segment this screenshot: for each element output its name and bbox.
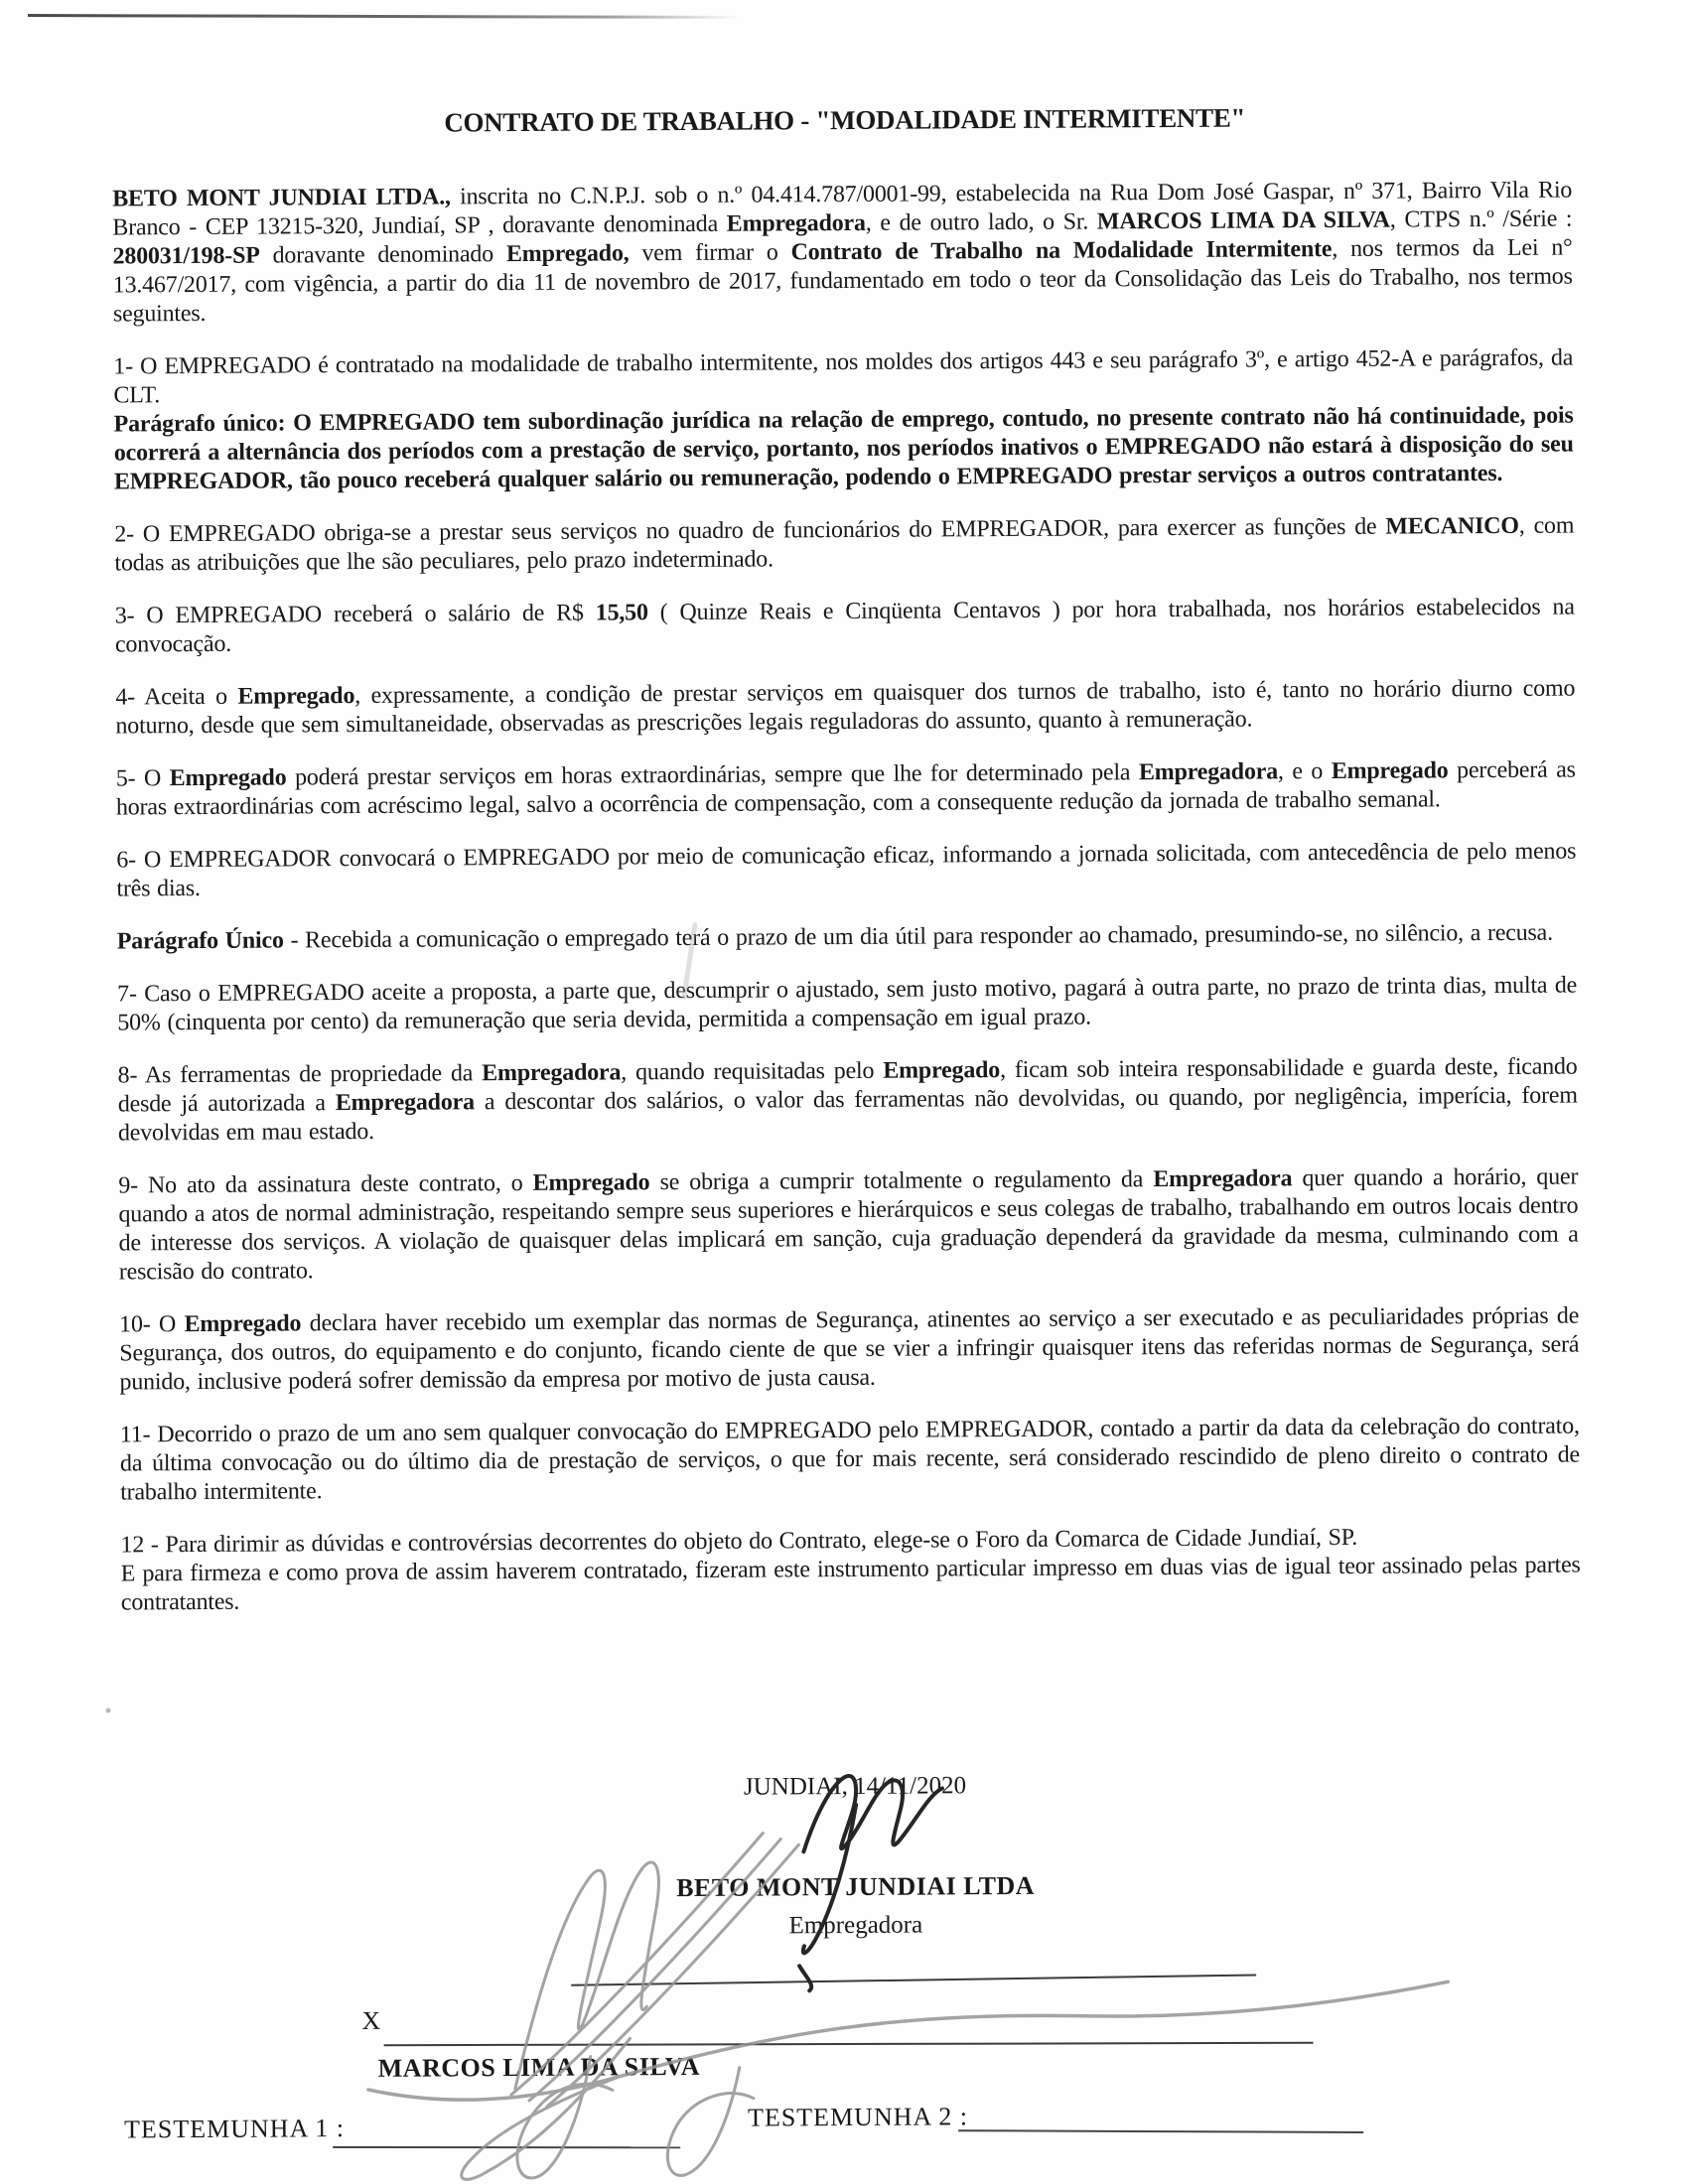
contract-body bbox=[112, 177, 1581, 1618]
scan-artifact-dot bbox=[105, 1708, 110, 1713]
witness-1-line bbox=[333, 2146, 680, 2148]
contract-paragraph: 3- O EMPREGADO receberá o salário de R$ 15,50 ( Quinze Reais e Cinqüenta Centavos ) por hora trabalhada, nos horários estabelecidos na convocação. bbox=[114, 594, 1575, 658]
witness-2-line bbox=[958, 2129, 1363, 2133]
witness-2-label: TESTEMUNHA 2 : bbox=[747, 2102, 969, 2132]
contract-paragraph: 10- O Empregado declara haver recebido um exemplar das normas de Segurança, atinentes ao serviço a ser executado e as peculiaridades próprias de Segurança, dos outros, do equipamento e do conjunto, ficando ciente de que se vier a infringir quaisquer itens das referidas normas de Segurança, será punido, inclusive poderá sofrer demissão da empresa por motivo de justa causa. bbox=[119, 1302, 1580, 1396]
contract-title: CONTRATO DE TRABALHO - "MODALIDADE INTERMITENTE" bbox=[444, 102, 1246, 138]
contract-paragraph: E para firmeza e como prova de assim haverem contratado, fizeram este instrumento particular impresso em duas vias de igual teor assinado pelas partes contratantes. bbox=[120, 1552, 1581, 1616]
employer-signature-line bbox=[571, 1974, 1256, 1985]
contract-paragraph: 4- Aceita o Empregado, expressamente, a condição de prestar serviços em quaisquer dos turnos de trabalho, isto é, tanto no horário diurno como noturno, desde que sem simultaneidade, observadas as prescrições legais reguladoras do assunto, quanto à remuneração. bbox=[115, 675, 1576, 740]
contract-paragraph: 6- O EMPREGADOR convocará o EMPREGADO por meio de comunicação eficaz, informando a jornada solicitada, com antecedência de pelo menos três dias. bbox=[116, 838, 1577, 902]
contract-paragraph: Parágrafo único: O EMPREGADO tem subordinação jurídica na relação de emprego, contudo, no presente contrato não há continuidade, pois ocorrerá a alternância dos períodos com a prestação de serviço, portanto, nos períodos inativos o EMPREGADO não estará à disposição do seu EMPREGADOR, tão pouco receberá qualquer salário ou remuneração, podendo o EMPREGADO prestar serviços a outros contratantes. bbox=[113, 402, 1574, 495]
company-role-label: Empregadora bbox=[788, 1911, 923, 1940]
company-signature-name: BETO MONT JUNDIAI LTDA bbox=[676, 1870, 1036, 1903]
date-place-line: JUNDIAI, 14/11/2020 bbox=[743, 1772, 967, 1801]
contract-paragraph: 12 - Para dirimir as dúvidas e controvérsias decorrentes do objeto do Contrato, elege-se o Foro da Comarca de Cidade Jundiaí, SP. bbox=[120, 1524, 1358, 1559]
witness-1-label: TESTEMUNHA 1 : bbox=[124, 2114, 346, 2144]
contract-paragraph: 9- No ato da assinatura deste contrato, o Empregado se obriga a cumprir totalmente o regulamento da Empregadora quer quando a horário, quer quando a atos de normal administração, respeitando sempre seus superiores e hierárquicos e seus colegas de trabalho, trabalhando em outros locais dentro de interesse dos serviços. A violação de quaisquer delas implicará em sanção, cuja graduação dependerá da gravidade da mesma, culminando com a rescisão do contrato. bbox=[118, 1163, 1579, 1286]
contract-paragraph: 1- O EMPREGADO é contratado na modalidade de trabalho intermitente, nos moldes dos artigos 443 e seu parágrafo 3º, e artigo 452-A e parágrafos, da CLT. bbox=[113, 344, 1574, 409]
employee-signature-line bbox=[384, 2042, 1314, 2046]
employee-x-mark: X bbox=[361, 2005, 381, 2036]
contract-paragraph: 7- Caso o EMPREGADO aceite a proposta, a parte que, descumprir o ajustado, sem justo motivo, pagará à outra parte, no prazo de trinta dias, multa de 50% (cinquenta por cento) da remuneração que seria devida, permitida a compensação em igual prazo. bbox=[117, 972, 1578, 1036]
employee-signature-name: MARCOS LIMA DA SILVA bbox=[377, 2051, 701, 2083]
contract-paragraph: BETO MONT JUNDIAI LTDA., inscrita no C.N.P.J. sob o n.º 04.414.787/0001-99, estabelecida na Rua Dom José Gaspar, nº 371, Bairro Vila Rio Branco - CEP 13215-320, Jundiaí, SP , doravante denominada Empregadora, e de outro lado, o Sr. MARCOS LIMA DA SILVA, CTPS n.º /Série : 280031/198-SP doravante denominado Empregado, vem firmar o Contrato de Trabalho na Modalidade Intermitente, nos termos da Lei n° 13.467/2017, com vigência, a partir do dia 11 de novembro de 2017, fundamentado em todo o teor da Consolidação das Leis do Trabalho, nos termos seguintes. bbox=[112, 177, 1573, 328]
contract-paragraph: 11- Decorrido o prazo de um ano sem qualquer convocação do EMPREGADO pelo EMPREGADOR, contado a partir da data da celebração do contrato, da última convocação ou do último dia de prestação de serviços, o que for mais recente, será considerado rescindido de pleno direito o contrato de trabalho intermitente. bbox=[119, 1413, 1581, 1506]
contract-paragraph: Parágrafo Único - Recebida a comunicação o empregado terá o prazo de um dia útil para responder ao chamado, presumindo-se, no silêncio, a recusa. bbox=[116, 919, 1553, 955]
contract-paragraph: 2- O EMPREGADO obriga-se a prestar seus serviços no quadro de funcionários do EMPREGADOR, para exercer as funções de MECANICO, com todas as atribuições que lhe são peculiares, pelo prazo indeterminado. bbox=[114, 512, 1575, 577]
contract-paragraph: 8- As ferramentas de propriedade da Empregadora, quando requisitadas pelo Empregado, ficam sob inteira responsabilidade e guarda deste, ficando desde já autorizada a Empregadora a descontar dos salários, o valor das ferramentas não devolvidas, ou quando, por negligência, imperícia, forem devolvidas em mau estado. bbox=[117, 1053, 1578, 1147]
contract-paragraph: 5- O Empregado poderá prestar serviços em horas extraordinárias, sempre que lhe for determinado pela Empregadora, e o Empregado perceberá as horas extraordinárias com acréscimo legal, salvo a ocorrência de compensação, com a consequente redução da jornada de trabalho semanal. bbox=[115, 756, 1576, 821]
